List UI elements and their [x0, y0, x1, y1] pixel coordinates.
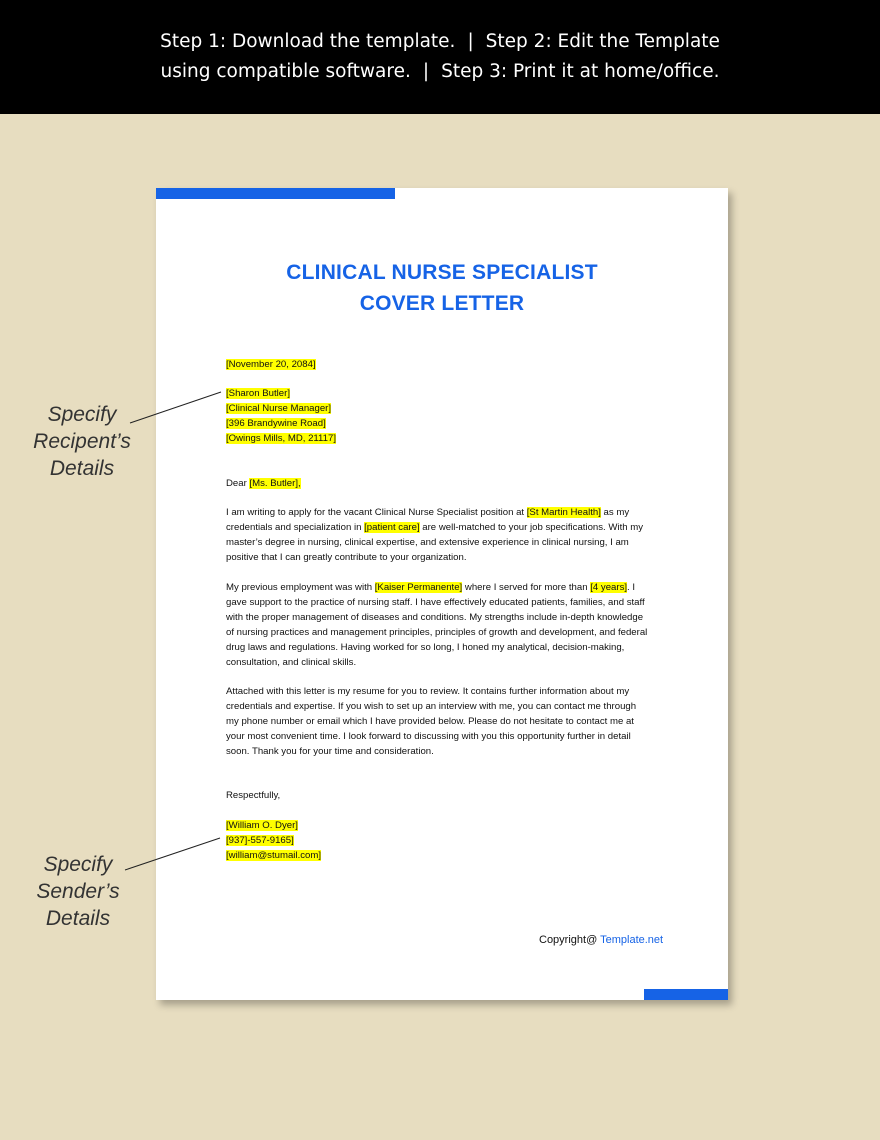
salutation-name: [Ms. Butler], — [249, 478, 301, 489]
text-line: of nursing practices and management principles, principles of growth and development, and federal — [226, 627, 648, 638]
text-line: soon. Thank you for your time and consideration. — [226, 746, 434, 757]
annotation-line: Recipent’s — [33, 430, 131, 453]
letter-title-line-1: CLINICAL NURSE SPECIALIST — [286, 261, 598, 284]
text-span: credentials and specialization in — [226, 522, 362, 533]
specialization-placeholder: [patient care] — [364, 522, 420, 533]
text-span: My previous employment was with — [226, 582, 373, 593]
recipient-city: [Owings Mills, MD, 21117] — [226, 433, 337, 444]
text-line: Attached with this letter is my resume for you to review. It contains further information about my — [226, 686, 630, 697]
sender-name: [William O. Dyer] — [226, 820, 298, 831]
sender-leader-line — [125, 838, 220, 870]
separator: | — [467, 31, 474, 52]
text-line: my phone number or email which I have provided below. Please do not hesitate to contact me at — [226, 716, 634, 727]
step-1-text: Step 1: Download the template. — [160, 31, 456, 52]
text-span: I am writing to apply for the vacant Clinical Nurse Specialist position at — [226, 507, 525, 518]
letter-date: [November 20, 2084] — [226, 359, 316, 370]
salutation-prefix: Dear — [226, 478, 247, 489]
separator: | — [422, 61, 430, 82]
previous-employer-placeholder: [Kaiser Permanente] — [374, 582, 463, 593]
text-line: drug laws and regulations. Having worked for so long, I honed my analytical, decision-making, — [226, 642, 625, 653]
annotation-line: Details — [45, 907, 111, 930]
text-line: credentials and expertise. If you wish to set up an interview with me, you can contact me through — [226, 701, 637, 712]
step-2-text-b: using compatible software. — [160, 61, 411, 82]
recipient-title: [Clinical Nurse Manager] — [226, 403, 332, 414]
step-2-text-a: Step 2: Edit the Template — [485, 31, 720, 52]
text-line: consultation, and clinical skills. — [226, 657, 357, 668]
sender-email: [william@stumail.com] — [226, 850, 322, 861]
text-line: master’s degree in nursing, clinical expertise, and extensive experience in clinical nursing, I am — [226, 537, 629, 548]
annotation-line: Specify — [47, 403, 117, 426]
annotation-line: Specify — [43, 853, 113, 876]
text-span: are well-matched to your job specifications. With my — [422, 522, 644, 533]
annotation-line: Details — [49, 457, 115, 480]
recipient-street: [396 Brandywine Road] — [226, 418, 326, 429]
text-line: your most convenient time. I look forward to discussing with you this opportunity further in detail — [226, 731, 631, 742]
annotation-line: Sender’s — [36, 880, 120, 903]
text-span: as my — [603, 507, 630, 518]
text-line: positive that I can greatly contribute to your organization. — [226, 552, 467, 563]
step-3-text: Step 3: Print it at home/office. — [441, 61, 720, 82]
employer-placeholder: [St Martin Health] — [526, 507, 601, 518]
text-line: gave support to the practice of nursing staff. I have effectively educated patients, families, and staff — [226, 597, 645, 608]
recipient-leader-line — [130, 392, 221, 423]
text-span: . I — [627, 582, 636, 593]
text-span: where I served for more than — [464, 582, 588, 593]
closing-text: Respectfully, — [226, 790, 281, 801]
letter-title-line-2: COVER LETTER — [359, 292, 525, 315]
years-placeholder: [4 years] — [590, 582, 628, 593]
copyright-label: Copyright@ — [539, 934, 598, 946]
template-net-link[interactable]: Template.net — [600, 934, 664, 946]
sender-phone: [937]-557-9165] — [226, 835, 294, 846]
text-line: with the proper management of diseases and conditions. My strengths include in-depth knowledge — [226, 612, 644, 623]
recipient-name: [Sharon Butler] — [226, 388, 290, 399]
